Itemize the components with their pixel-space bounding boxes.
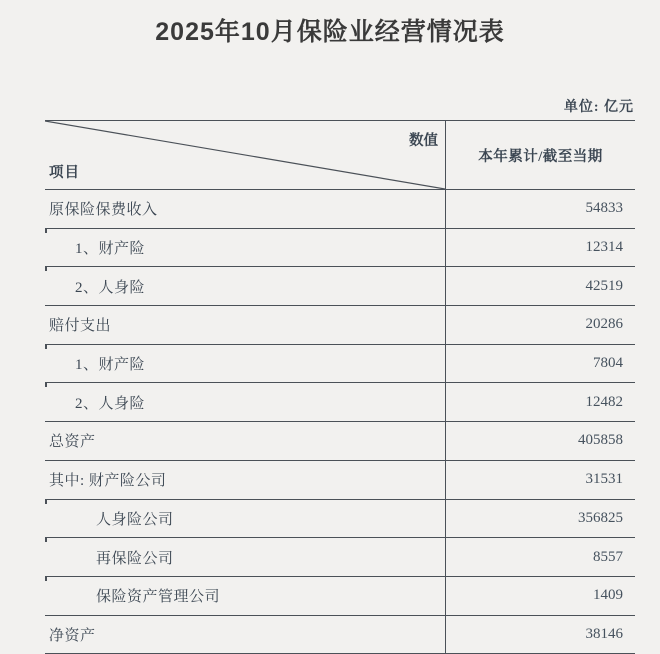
table-row [45, 616, 635, 654]
row-value: 12482 [445, 383, 635, 421]
row-value: 8557 [445, 538, 635, 576]
row-label: 原保险保费收入 [49, 202, 158, 219]
table-row [45, 422, 635, 461]
row-label: 人身险公司 [96, 511, 174, 528]
table-row [45, 229, 635, 268]
table-row [45, 577, 635, 616]
diagonal-header-cell [45, 121, 445, 189]
table-row [45, 267, 635, 306]
row-label: 再保险公司 [96, 550, 174, 567]
row-label: 其中: 财产险公司 [49, 473, 167, 490]
table-row [45, 345, 635, 384]
page-title: 2025年10月保险业经营情况表 [155, 18, 505, 46]
row-label: 赔付支出 [49, 318, 112, 335]
diagonal-line [45, 121, 445, 189]
table-row [45, 538, 635, 577]
row-value: 7804 [445, 345, 635, 383]
row-label: 1、财产险 [75, 241, 146, 258]
value-column-header: 本年累计/截至当期 [445, 121, 635, 189]
insurance-data-table [45, 120, 635, 654]
table-row [45, 190, 635, 229]
header-label-item: 项目 [49, 165, 80, 181]
row-value: 12314 [445, 229, 635, 267]
row-value: 20286 [445, 306, 635, 344]
row-label: 净资产 [49, 627, 96, 644]
row-value: 405858 [445, 422, 635, 460]
row-label: 总资产 [49, 434, 96, 451]
row-value: 31531 [445, 461, 635, 499]
unit-label: 单位: 亿元 [563, 100, 634, 115]
table-header-row [45, 121, 635, 190]
table-row [45, 500, 635, 539]
row-label: 保险资产管理公司 [96, 589, 221, 606]
row-label: 2、人身险 [75, 395, 146, 412]
header-label-value: 数值 [409, 133, 438, 149]
row-value: 54833 [445, 190, 635, 228]
row-value: 38146 [445, 616, 635, 654]
table-row [45, 383, 635, 422]
row-value: 42519 [445, 267, 635, 305]
table-row [45, 461, 635, 500]
row-value: 356825 [445, 500, 635, 538]
row-label: 1、财产险 [75, 357, 146, 374]
row-label: 2、人身险 [75, 279, 146, 296]
row-value: 1409 [445, 577, 635, 615]
table-row [45, 306, 635, 345]
